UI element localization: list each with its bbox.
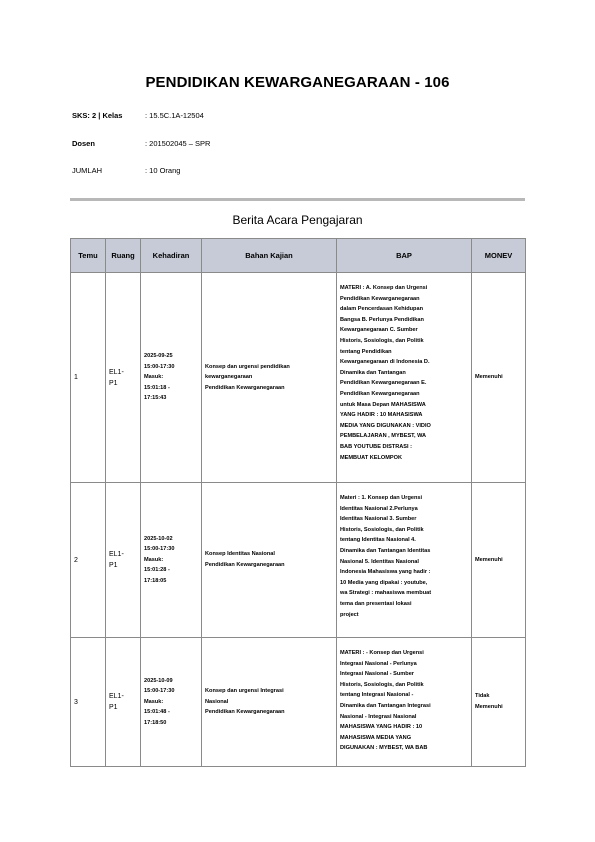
header-bahan-kajian: Bahan Kajian bbox=[202, 239, 337, 273]
header-kehadiran: Kehadiran bbox=[141, 239, 202, 273]
cell-ruang: EL1- P1 bbox=[106, 273, 141, 483]
cell-monev: Tidak Memenuhi bbox=[472, 638, 526, 767]
table-row bbox=[71, 638, 526, 767]
cell-ruang: EL1- P1 bbox=[106, 483, 141, 638]
cell-bahan-kajian: Konsep dan urgensi pendidikan kewarganegaraan Pendidikan Kewarganegaraan bbox=[202, 273, 337, 483]
sks-label: SKS: 2 | Kelas bbox=[72, 111, 123, 120]
page-title: PENDIDIKAN KEWARGANEGARAAN - 106 bbox=[145, 74, 450, 91]
bap-table bbox=[70, 238, 526, 767]
header-bap: BAP bbox=[337, 239, 472, 273]
cell-bahan-kajian: Konsep dan urgensi Integrasi Nasional Pendidikan Kewarganegaraan bbox=[202, 638, 337, 767]
cell-kehadiran: 2025-09-25 15:00-17:30 Masuk: 15:01:18 - 17:15:43 bbox=[141, 273, 202, 483]
divider bbox=[70, 198, 525, 201]
table-row bbox=[71, 483, 526, 638]
sks-value: : 15.5C.1A-12504 bbox=[145, 111, 204, 120]
header-monev: MONEV bbox=[472, 239, 526, 273]
table-row bbox=[71, 273, 526, 483]
cell-temu: 2 bbox=[71, 483, 106, 638]
cell-monev: Memenuhi bbox=[472, 273, 526, 483]
jumlah-label: JUMLAH bbox=[72, 166, 103, 175]
dosen-label: Dosen bbox=[72, 139, 95, 148]
cell-kehadiran: 2025-10-09 15:00-17:30 Masuk: 15:01:48 - 17:18:50 bbox=[141, 638, 202, 767]
cell-temu: 1 bbox=[71, 273, 106, 483]
cell-bap: MATERI : A. Konsep dan Urgensi Pendidikan Kewarganegaraan dalam Pencerdasan Kehidupan Bangsa B. Perlunya Pendidikan Kewarganegaraan C. Sumber Historis, Sosiologis, dan Politik tentang Pendidikan Kewarganegaraan di Indonesia D. Dinamika dan Tantangan Pendidikan Kewarganegaraan E. Pendidikan Kewarganegaraan untuk Masa Depan MAHASISWA YANG HADIR : 10 MAHASISWA MEDIA YANG DIGUNAKAN : VIDIO PEMBELAJARAN , MYBEST, WA BAB YOUTUBE DISTRASI : MEMBUAT KELOMPOK bbox=[337, 273, 472, 483]
header-ruang: Ruang bbox=[106, 239, 141, 273]
cell-bahan-kajian: Konsep Identitas Nasional Pendidikan Kewarganegaraan bbox=[202, 483, 337, 638]
table-header-row bbox=[71, 239, 526, 273]
cell-ruang: EL1- P1 bbox=[106, 638, 141, 767]
cell-monev: Memenuhi bbox=[472, 483, 526, 638]
cell-kehadiran: 2025-10-02 15:00-17:30 Masuk: 15:01:28 - 17:18:05 bbox=[141, 483, 202, 638]
cell-bap: MATERI : - Konsep dan Urgensi Integrasi Nasional - Perlunya Integrasi Nasional - Sumber Historis, Sosiologis, dan Politik tentang Integrasi Nasional - Dinamika dan Tantangan Integrasi Nasional - Integrasi Nasional MAHASISWA YANG HADIR : 10 MAHASISWA MEDIA YANG DIGUNAKAN : MYBEST, WA BAB bbox=[337, 638, 472, 767]
section-title: Berita Acara Pengajaran bbox=[232, 213, 363, 227]
dosen-value: : 201502045 – SPR bbox=[145, 139, 211, 148]
cell-temu: 3 bbox=[71, 638, 106, 767]
jumlah-value: : 10 Orang bbox=[145, 166, 181, 175]
cell-bap: Materi : 1. Konsep dan Urgensi Identitas Nasional 2.Perlunya Identitas Nasional 3. Sumber Historis, Sosiologis, dan Politik tentang Identitas Nasional 4. Dinamika dan Tantangan Identitas Nasional 5. Identitas Nasional Indonesia Mahasiswa yang hadir : 10 Media yang dipakai : youtube, wa Strategi : mahasiswa membuat tema dan presentasi lokasi project bbox=[337, 483, 472, 638]
header-temu: Temu bbox=[71, 239, 106, 273]
